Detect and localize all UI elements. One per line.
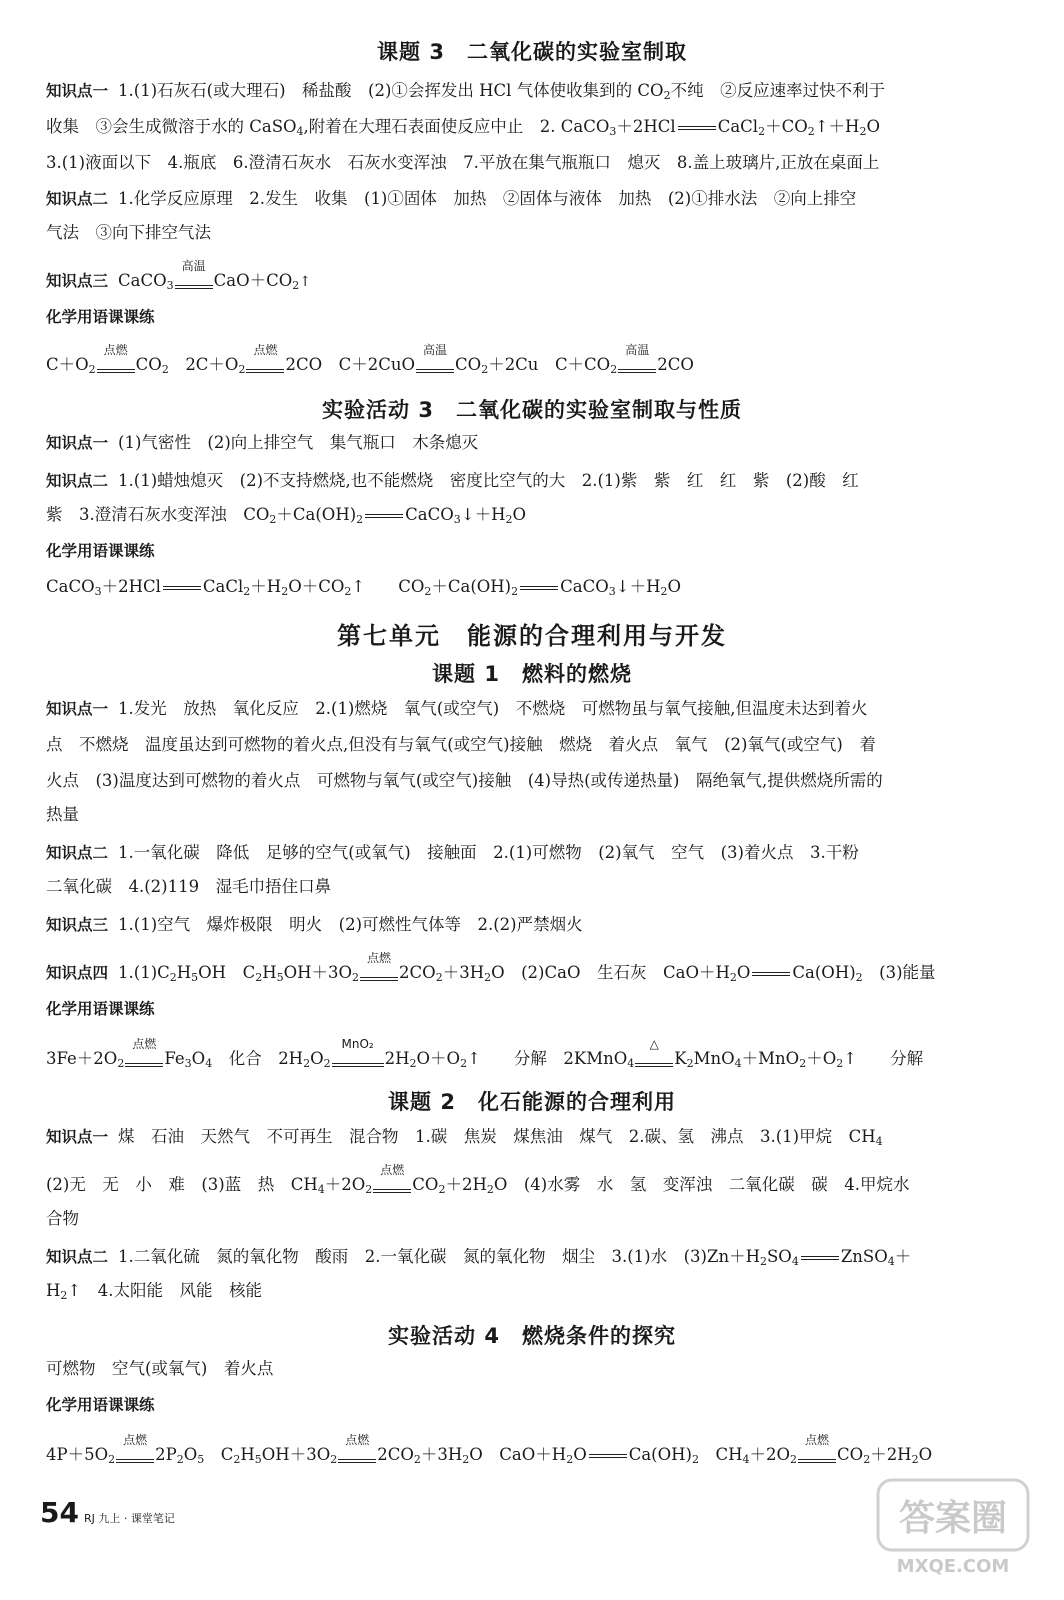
text-line: 3.(1)液面以下 4.瓶底 6.澄清石灰水 石灰水变浑浊 7.平放在集气瓶瓶口 熄灭 8.盖上玻璃片,正放在桌面上 [46,153,880,172]
section-title-fuel-combustion: 课题 1 燃料的燃烧 [432,662,632,686]
section-title-combustion-activity: 实验活动 4 燃烧条件的探究 [388,1324,676,1348]
edition-label: RJ 九上 · 课堂笔记 [84,1512,175,1525]
watermark-url: MXQE.COM [896,1556,1010,1577]
text-line: 知识点三 1.(1)空气 爆炸极限 明火 (2)可燃性气体等 2.(2)严禁烟火 [46,915,583,934]
practice-label: 化学用语课课练 [46,542,155,560]
text-line: (2)无 无 小 难 (3)蓝 热 $CH_4+2O_2$ 点燃 $CO_2+2H_2O$ (4)水雾 水 氢 变浑浊 二氧化碳 碳 4.甲烷水 [46,1163,910,1196]
text-line: 知识点一 1.发光 放热 氧化反应 2.(1)燃烧 氧气(或空气) 不燃烧 可燃物虽与氧气接触,但温度未达到着火 [46,699,868,718]
text-line: 合物 [46,1209,79,1228]
text-line: 知识点二 1.化学反应原理 2.发生 收集 (1)①固体 加热 ②固体与液体 加热 (2)①排水法 ②向上排空 [46,189,857,208]
text-line: 知识点一 煤 石油 天然气 不可再生 混合物 1.碳 焦炭 煤焦油 煤气 2.碳、氢 沸点 3.(1)甲烷 $CH_4$ [46,1127,883,1148]
text-line: 紫 3.澄清石灰水变浑浊 $CO_2+Ca(OH)_2$ $CaCO_3↓+H_2O$ [46,505,527,526]
watermark-logo [874,1472,1034,1582]
knowledge-label: 知识点三 [46,272,109,290]
text-line: 热量 [46,805,79,824]
practice-label: 化学用语课课练 [46,1396,155,1414]
text-line: 点 不燃烧 温度虽达到可燃物的着火点,但没有与氧气(或空气)接触 燃烧 着火点 氧气 (2)氧气(或空气) 着 [46,735,876,754]
equation-line: 知识点四 $1.(1)C_2H_5OH$ $C_2H_5OH+3O_2$ 点燃 $2CO_2+3H_2O$ (2)CaO 生石灰 $CaO+H_2O$ $Ca(OH)_2$ (3)能量 [46,951,936,984]
text-line: 知识点二 1.一氧化碳 降低 足够的空气(或氧气) 接触面 2.(1)可燃物 (2)氧气 空气 (3)着火点 3.干粉 [46,843,859,862]
unit-title: 第七单元 能源的合理利用与开发 [337,622,727,650]
equation-line: 知识点三 CaCO$_3$ 高温 $CaO+CO_2↑$ [46,270,311,297]
text-line: 二氧化碳 4.(2)119 湿毛巾捂住口鼻 [46,877,332,896]
text-line: $H_2↑$ 4.太阳能 风能 核能 [46,1281,262,1302]
equation-line: $4P+5O_2$ 点燃 $2P_2O_5$ $C_2H_5OH+3O_2$ 点燃 $2CO_2+3H_2O$ $CaO+H_2O$ $Ca(OH)_2$ $CH_4+2O_2$ 点燃 $CO_2+2H_2O$ [46,1433,933,1466]
text-line: 可燃物 空气(或氧气) 着火点 [46,1359,274,1378]
knowledge-label: 知识点一 [46,82,109,100]
text-line: 知识点二 1.(1)蜡烛熄灭 (2)不支持燃烧,也不能燃烧 密度比空气的大 2.(1)紫 紫 红 红 紫 (2)酸 红 [46,471,859,490]
text-line: 收集 ③会生成微溶于水的 CaSO$_4$,附着在大理石表面使反应中止 2. CaCO$_3$＋2HCl $CaCl_2+CO_2↑+H_2O$ [46,117,880,138]
equation-line: CaCO$_3$＋2HCl $CaCl_2+H_2O+CO_2↑$ $CO_2+Ca(OH)_2$ $CaCO_3↓+H_2O$ [46,577,681,598]
equation-line: $C+O_2$ 点燃 $CO_2$ $2C+O_2$ 点燃 2CO C＋2CuO 高温 $CO_2+2Cu$ $C+CO_2$ 高温 2CO [46,343,694,376]
text-line: 知识点一 (1)气密性 (2)向上排空气 集气瓶口 木条熄灭 [46,433,479,452]
section-title-fossil-energy: 课题 2 化石能源的合理利用 [388,1090,676,1114]
watermark-text: 答案圈 [898,1498,1008,1539]
knowledge-label: 知识点二 [46,190,109,208]
text-line: 气法 ③向下排空气法 [46,223,211,242]
equation-line: $3Fe+2O_2$ 点燃 $Fe_3O_4$ 化合 $2H_2O_2$ MnO₂ $2H_2O+O_2↑$ 分解 2KMnO$_4$ △ $K_2MnO_4+MnO_2+O_2↑$ 分解 [46,1037,924,1070]
practice-label: 化学用语课课练 [46,1000,155,1018]
equals-sign [678,126,716,130]
text-line: 火点 (3)温度达到可燃物的着火点 可燃物与氧气(或空气)接触 (4)导热(或传递热量) 隔绝氧气,提供燃烧所需的 [46,771,883,790]
section-title-co2-lab: 课题 3 二氧化碳的实验室制取 [377,40,687,64]
section-title-co2-activity: 实验活动 3 二氧化碳的实验室制取与性质 [322,398,742,422]
reaction-condition: 高温 [175,275,213,297]
practice-label: 化学用语课课练 [46,308,155,326]
text-line: 知识点一 1.(1)石灰石(或大理石) 稀盐酸 (2)①会挥发出 HCl 气体使收集到的 $CO_2$不纯 ②反应速率过快不利于 [46,81,886,102]
page-number: 54 [40,1496,79,1529]
text-line: 知识点二 1.二氧化硫 氮的氧化物 酸雨 2.一氧化碳 氮的氧化物 烟尘 3.(1)水 $(3)Zn+H_2SO_4$ ZnSO$_4$＋ [46,1247,912,1268]
